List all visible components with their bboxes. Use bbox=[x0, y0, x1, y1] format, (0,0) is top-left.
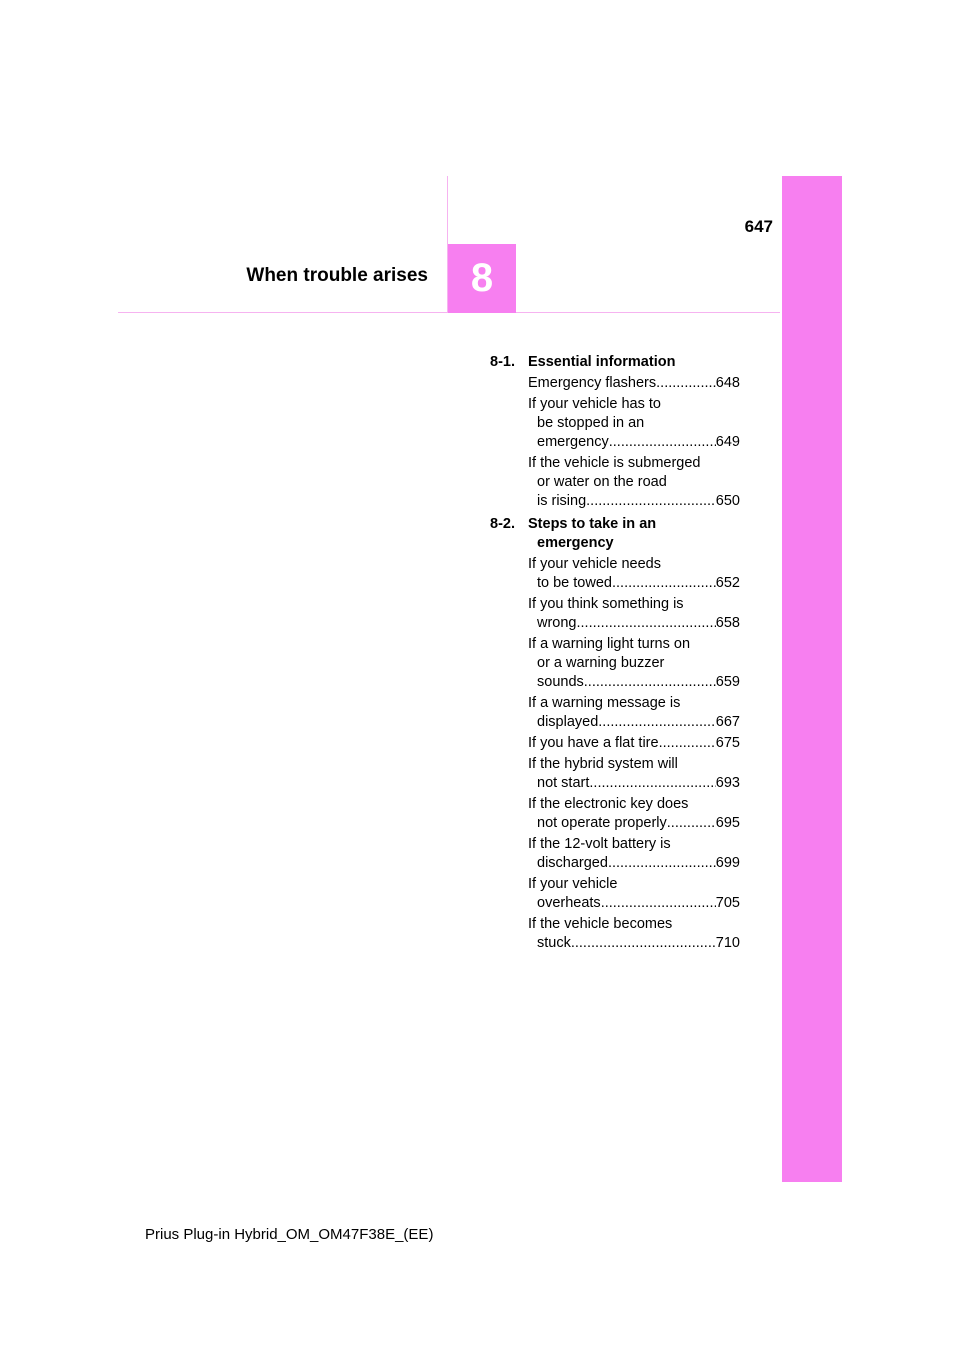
toc-entry-text: If your vehicle bbox=[528, 876, 618, 892]
toc-entry-last-line bbox=[528, 574, 740, 593]
toc-section-heading bbox=[490, 353, 740, 372]
toc-entry-text: If a warning message is bbox=[528, 695, 681, 711]
toc-dot-leader bbox=[601, 894, 716, 913]
toc-entry-last-line bbox=[528, 713, 740, 732]
toc-entry-text: If you think something is bbox=[528, 596, 684, 612]
toc-page-number: 667 bbox=[715, 714, 740, 730]
toc-entry-last-line bbox=[528, 854, 740, 873]
toc-entry-text: wrong bbox=[537, 615, 577, 631]
toc-section-number: 8-2. bbox=[490, 516, 515, 532]
toc-dot-leader bbox=[609, 433, 716, 452]
toc-entry-last-line bbox=[528, 894, 740, 913]
toc-entry-last-line bbox=[528, 374, 740, 393]
toc-entry[interactable] bbox=[528, 915, 740, 953]
toc-entry-text: stuck bbox=[537, 935, 571, 951]
toc-page-number: 675 bbox=[715, 735, 740, 751]
toc-dot-leader bbox=[571, 934, 716, 953]
toc-dot-leader bbox=[612, 574, 716, 593]
table-of-contents bbox=[490, 353, 740, 953]
toc-entry-last-line bbox=[528, 614, 740, 633]
toc-entry-text: displayed bbox=[537, 714, 599, 730]
toc-section-heading bbox=[490, 515, 740, 553]
toc-entry-text: Emergency flashers bbox=[528, 375, 657, 391]
document-footer: Prius Plug-in Hybrid_OM_OM47F38E_(EE) bbox=[145, 1226, 434, 1243]
toc-entry-text: If the vehicle is submerged bbox=[528, 455, 701, 471]
toc-dot-leader bbox=[659, 734, 716, 753]
toc-page-number: 650 bbox=[715, 493, 740, 509]
toc-entry-text: If the vehicle becomes bbox=[528, 916, 673, 932]
toc-entry[interactable] bbox=[528, 734, 740, 753]
toc-entry-text: discharged bbox=[537, 855, 608, 871]
toc-entry[interactable] bbox=[528, 694, 740, 732]
toc-entry-text: sounds bbox=[537, 674, 584, 690]
toc-entry-text: If the hybrid system will bbox=[528, 756, 678, 772]
toc-entry[interactable] bbox=[528, 795, 740, 833]
toc-entry[interactable] bbox=[528, 635, 740, 692]
toc-entry-text: If you have a flat tire bbox=[528, 735, 659, 751]
toc-page-number: 695 bbox=[715, 815, 740, 831]
toc-entry-text: overheats bbox=[537, 895, 601, 911]
toc-entry[interactable] bbox=[528, 374, 740, 393]
toc-entry-last-line bbox=[528, 934, 740, 953]
toc-entry-last-line bbox=[528, 492, 740, 511]
toc-entry-text: is rising bbox=[537, 493, 587, 509]
toc-entry-text: emergency bbox=[537, 434, 609, 450]
toc-page-number: 699 bbox=[715, 855, 740, 871]
toc-dot-leader bbox=[586, 492, 716, 511]
toc-entry-last-line bbox=[528, 814, 740, 833]
toc-dot-leader bbox=[577, 614, 716, 633]
toc-entry-text: not operate properly bbox=[537, 815, 667, 831]
toc-entry[interactable] bbox=[528, 835, 740, 873]
toc-page-number: 648 bbox=[715, 375, 740, 391]
toc-entry-text: If a warning light turns on bbox=[528, 636, 691, 652]
toc-section-title-line: Steps to take in an bbox=[528, 516, 657, 532]
toc-page-number: 659 bbox=[715, 674, 740, 690]
toc-entry[interactable] bbox=[528, 875, 740, 913]
toc-entry[interactable] bbox=[528, 555, 740, 593]
toc-page-number: 652 bbox=[715, 575, 740, 591]
toc-entry[interactable] bbox=[528, 595, 740, 633]
toc-section-title-line: Essential information bbox=[528, 354, 676, 370]
toc-entry-text: not start. bbox=[537, 775, 594, 791]
toc-dot-leader bbox=[656, 374, 716, 393]
chapter-number-badge: 8 bbox=[448, 244, 516, 313]
toc-entry-text: If your vehicle has to bbox=[528, 396, 661, 412]
toc-dot-leader bbox=[667, 814, 716, 833]
toc-entry-text: or a warning buzzer bbox=[537, 655, 665, 671]
toc-dot-leader bbox=[608, 854, 716, 873]
toc-page-number: 658 bbox=[715, 615, 740, 631]
page-number: 647 bbox=[744, 217, 773, 236]
toc-page-number: 705 bbox=[715, 895, 740, 911]
toc-entry-text: or water on the road bbox=[537, 474, 667, 490]
toc-entry-text: If your vehicle needs bbox=[528, 556, 661, 572]
toc-entry-last-line bbox=[528, 673, 740, 692]
toc-page-number: 649 bbox=[715, 434, 740, 450]
toc-section-title-line: emergency bbox=[537, 535, 614, 551]
toc-entry-text: be stopped in an bbox=[537, 415, 645, 431]
toc-section-title bbox=[528, 515, 656, 553]
toc-entry-last-line bbox=[528, 734, 740, 753]
toc-entry-last-line bbox=[528, 774, 740, 793]
toc-entry-last-line bbox=[528, 433, 740, 452]
toc-section-number: 8-1. bbox=[490, 354, 515, 370]
toc-dot-leader bbox=[593, 774, 715, 793]
toc-dot-leader bbox=[598, 713, 716, 732]
toc-entry[interactable] bbox=[528, 755, 740, 793]
chapter-title: When trouble arises bbox=[246, 265, 428, 286]
toc-entry-text: to be towed bbox=[537, 575, 612, 591]
toc-page-number: 710 bbox=[715, 935, 740, 951]
toc-entry[interactable] bbox=[528, 395, 740, 452]
toc-entry-text: If the electronic key does bbox=[528, 796, 689, 812]
toc-section-title bbox=[528, 353, 675, 372]
toc-entry[interactable] bbox=[528, 454, 740, 511]
toc-page-number: 693 bbox=[715, 775, 740, 791]
toc-dot-leader bbox=[584, 673, 716, 692]
toc-entry-text: If the 12-volt battery is bbox=[528, 836, 671, 852]
chapter-side-tab bbox=[782, 176, 842, 1182]
